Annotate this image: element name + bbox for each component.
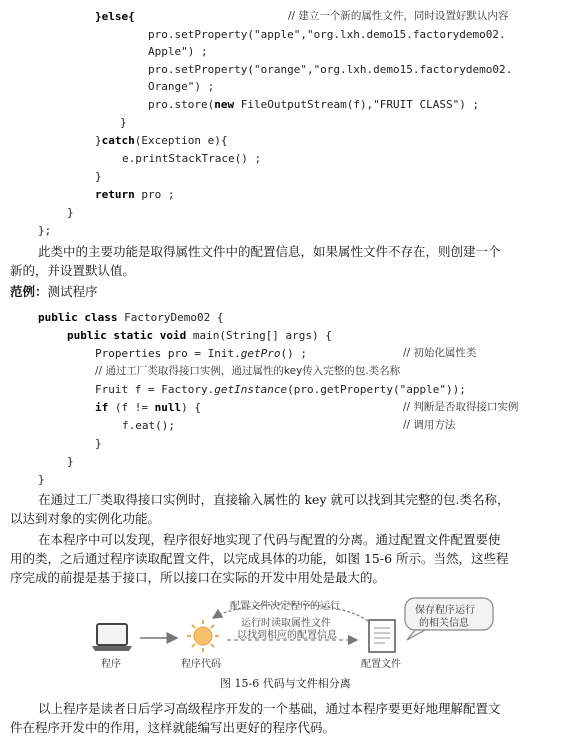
code-line: pro.setProperty("apple","org.lxh.demo15.factorydemo02. xyxy=(148,28,506,41)
code-line: } xyxy=(38,473,45,486)
code-keyword: return xyxy=(95,188,135,201)
code-text: Fruit f = Factory. xyxy=(95,383,215,396)
code-keyword: catch xyxy=(101,134,135,147)
figure-label-config: 配置文件 xyxy=(361,659,401,670)
paragraph-line: 在通过工厂类取得接口实例时，直接输入属性的 key 就可以找到其完整的包.类名称， xyxy=(38,492,510,507)
figure-bubble-line: 的相关信息 xyxy=(419,618,469,629)
figure-label-program: 程序 xyxy=(101,659,121,670)
figure-middle-line: 运行时读取属性文件 xyxy=(241,618,331,629)
code-method: getPro xyxy=(240,347,281,360)
example-heading xyxy=(10,283,98,301)
document-icon xyxy=(369,620,395,652)
code-text: FileOutputStream(f),"FRUIT CLASS") ; xyxy=(234,98,480,111)
figure-bubble-line: 保存程序运行 xyxy=(415,605,475,616)
paragraph-line: 在本程序中可以发现，程序很好地实现了代码与配置的分离。通过配置文件配置要使 xyxy=(38,532,501,547)
code-line xyxy=(95,132,227,149)
code-text: } xyxy=(95,134,102,147)
figure-code-config-separation xyxy=(85,596,505,670)
paragraph-line: 新的，并设置默认值。 xyxy=(10,263,136,278)
code-text: Properties pro = Init. xyxy=(95,347,241,360)
code-text: main(String[] args) { xyxy=(186,329,332,342)
code-keyword: public class xyxy=(38,311,118,324)
code-line xyxy=(95,8,135,25)
code-comment: // 判断是否取得接口实例 xyxy=(403,401,519,413)
code-text: (Exception e){ xyxy=(134,134,228,147)
code-line: pro.setProperty("orange","org.lxh.demo15.factorydemo02. xyxy=(148,63,513,76)
code-comment: // 建立一个新的属性文件，同时设置好默认内容 xyxy=(288,10,509,22)
code-line xyxy=(148,96,479,113)
paragraph-line: 用的类，之后通过程序读取配置文件，以完成具体的功能，如图 15-6 所示。当然，这些程 xyxy=(10,551,509,566)
code-line: } xyxy=(120,116,127,129)
code-keyword: public static void xyxy=(67,329,187,342)
code-line: } xyxy=(95,437,102,450)
code-text: pro.store( xyxy=(148,98,215,111)
code-comment: // 调用方法 xyxy=(403,419,456,431)
code-text: (pro.getProperty("apple")); xyxy=(287,383,466,396)
paragraph-line: 序完成的前提是基于接口，所以接口在实际的开发中用处是最大的。 xyxy=(10,570,386,585)
gear-icon xyxy=(187,620,219,652)
figure-top-label: 配置文件决定程序的运行 xyxy=(230,601,340,612)
laptop-icon xyxy=(92,624,132,651)
code-line xyxy=(95,345,307,362)
code-method: getInstance xyxy=(214,383,288,396)
code-line: Apple") ; xyxy=(148,45,208,58)
code-line: Orange") ; xyxy=(148,80,215,93)
code-comment: // 通过工厂类取得接口实例，通过属性的key传入完整的包.类名称 xyxy=(95,365,401,377)
code-text: ) { xyxy=(181,401,201,414)
example-title: 测试程序 xyxy=(47,284,98,299)
figure-middle-line: 以找到相应的配置信息 xyxy=(237,630,337,641)
code-line xyxy=(95,186,175,203)
code-line: f.eat(); xyxy=(122,419,175,432)
code-comment: // 初始化属性类 xyxy=(403,347,477,359)
code-keyword: null xyxy=(154,401,182,414)
code-text: () ; xyxy=(280,347,307,360)
paragraph-line: 此类中的主要功能是取得属性文件中的配置信息，如果属性文件不存在，则创建一个 xyxy=(38,244,501,259)
code-line: } xyxy=(67,206,74,219)
paragraph-line: 以上程序是读者日后学习高级程序开发的一个基础，通过本程序要更好地理解配置文 xyxy=(38,701,501,716)
figure-caption: 图 15-6 代码与文件相分离 xyxy=(220,677,351,690)
code-line xyxy=(95,399,201,416)
code-text: FactoryDemo02 { xyxy=(117,311,224,324)
paragraph-line: 以达到对象的实例化功能。 xyxy=(10,511,161,526)
code-line: } xyxy=(95,170,102,183)
figure-label-code: 程序代码 xyxy=(181,659,221,670)
code-line: }; xyxy=(38,224,52,237)
code-text: (f != xyxy=(108,401,155,414)
code-line xyxy=(38,309,223,326)
code-keyword: new xyxy=(214,98,235,111)
code-line: } xyxy=(67,455,74,468)
code-keyword: }else{ xyxy=(95,10,135,23)
code-line: e.printStackTrace() ; xyxy=(122,152,262,165)
code-text: pro ; xyxy=(134,188,175,201)
code-keyword: if xyxy=(95,401,109,414)
code-line xyxy=(67,327,332,344)
code-line xyxy=(95,381,466,398)
example-label: 范例： xyxy=(10,284,48,299)
paragraph-line: 件在程序开发中的作用，这样就能编写出更好的程序代码。 xyxy=(10,720,336,735)
